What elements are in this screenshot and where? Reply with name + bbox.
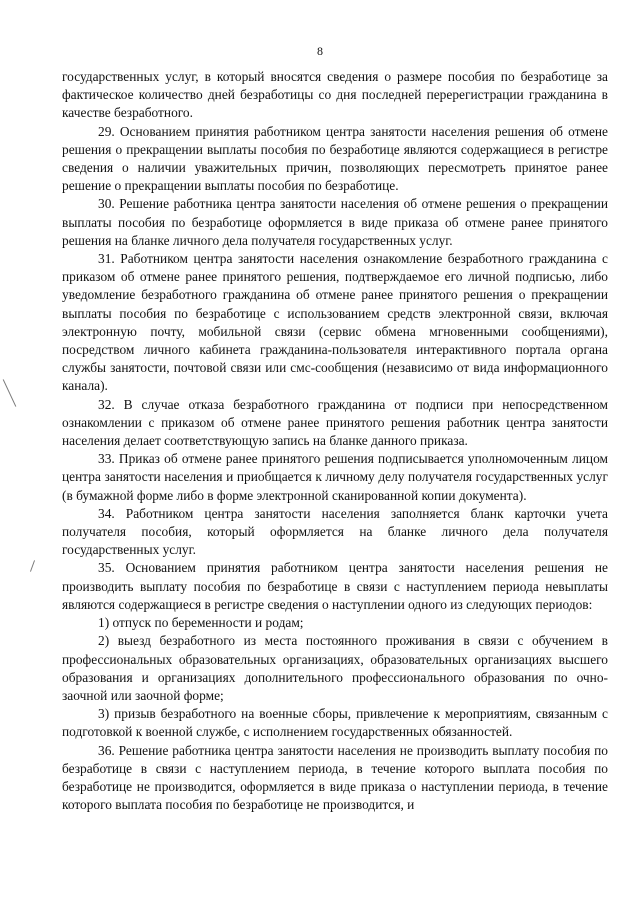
paragraph-33: 33. Приказ об отмене ранее принятого решения подписывается уполномоченным лицом центра занятости населения и приобщается к личному делу получателя государственных услуг (в бумажной форме либо в форме электронной сканированной копии документа).	[62, 451, 608, 503]
list-item-3: 3) призыв безработного на военные сборы, привлечение к мероприятиям, связанным с подготовкой к военной службе, с исполнением государственных обязанностей.	[62, 706, 608, 740]
document-body	[62, 68, 608, 814]
paragraph-36: 36. Решение работника центра занятости населения не производить выплату пособия по безработице в связи с наступлением периода, в течение которого выплата пособия по безработице не производится, оформляется в виде приказа о наступлении периода, в течение которого выплата пособия по безработице не производится, и	[62, 742, 608, 813]
list-item-2: 2) выезд безработного из места постоянного проживания в связи с обучением в профессиональных образовательных организациях, образовательных организациях высшего образования и организациях дополнительного профессионального образования по очно-заочной или заочной форме;	[62, 633, 608, 703]
paragraph-30: 30. Решение работника центра занятости населения об отмене решения о прекращении выплаты пособия по безработице оформляется в виде приказа об отмене ранее принятого решения на бланке личного дела получателя государственных услуг.	[62, 196, 608, 248]
scan-margin-mark	[30, 560, 35, 572]
paragraph-35: 35. Основанием принятия работником центра занятости населения решения не производить выплату пособия по безработице в связи с наступлением периода невыплаты являются содержащиеся в регистре сведения о наступлении одного из следующих периодов:	[62, 560, 608, 612]
page-number: 8	[317, 44, 323, 58]
paragraph-32: 32. В случае отказа безработного гражданина от подписи при непосредственном ознакомлении с приказом об отмене ранее принятого решения работник центра занятости населения делает соответствующую запись на бланке данного приказа.	[62, 396, 608, 449]
paragraph-34: 34. Работником центра занятости населения заполняется бланк карточки учета получателя пособия, который оформляется на бланке личного дела получателя государственных услуг.	[62, 505, 608, 558]
paragraph-31: 31. Работником центра занятости населения ознакомление безработного гражданина с приказом об отмене ранее принятого решения, подтверждаемое его личной подписью, либо уведомление безработного гражданина об отмене ранее принятого решения о прекращении выплаты пособия по безработице с использованием средств электронной связи, включая электронную почту, мобильной связи (сервис обмена мгновенными сообщениями), посредством личного кабинета гражданина-пользователя интерактивного портала органа службы занятости, почтовой связи или смс-сообщения (независимо от вида информационного канала).	[62, 251, 608, 394]
scan-margin-mark	[3, 379, 17, 407]
paragraph-continuation: государственных услуг, в который вносятся сведения о размере пособия по безработице за фактическое количество дней безработицы со дня последней перерегистрации гражданина в качестве безработного.	[62, 69, 608, 121]
paragraph-29: 29. Основанием принятия работником центра занятости населения решения об отмене решения о прекращении выплаты пособия по безработице являются содержащиеся в регистре сведения о наличии уважительных причин, позволяющих пересмотреть принятое ранее решение о прекращении выплаты пособия по безработице.	[62, 123, 608, 194]
list-item-1: 1) отпуск по беременности и родам;	[98, 615, 304, 631]
